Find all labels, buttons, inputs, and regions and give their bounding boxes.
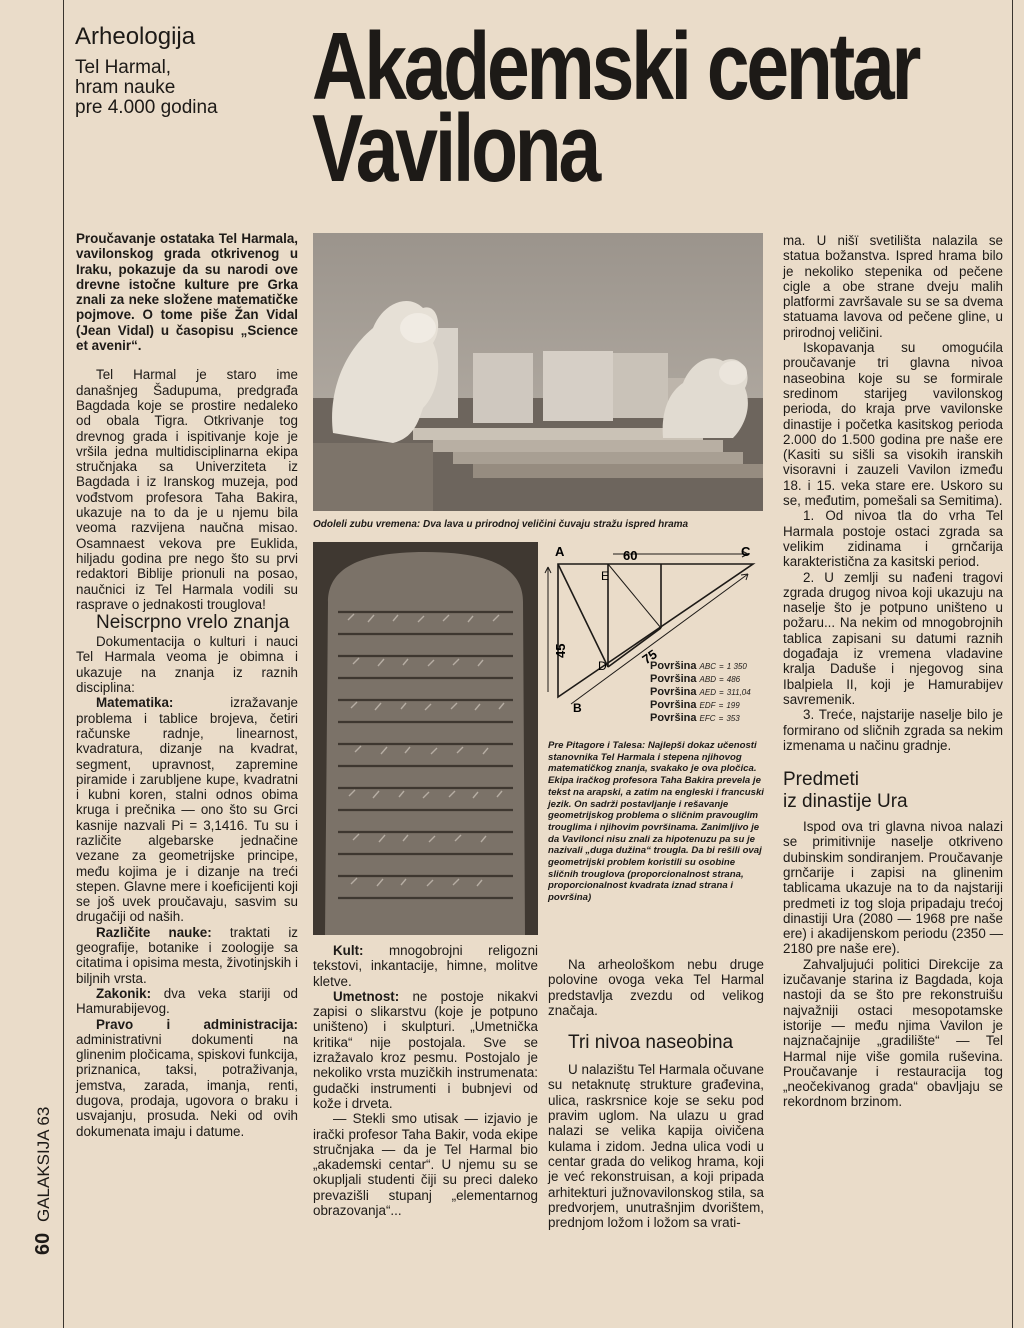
area-table xyxy=(650,660,768,725)
term-label: Pravo i administracija: xyxy=(96,1016,298,1032)
area-word: Površina xyxy=(650,660,697,672)
subheading-line: iz dinastije Ura xyxy=(783,791,908,813)
clay-tablet-photo xyxy=(313,542,538,935)
column-3 xyxy=(548,957,764,1230)
paragraph: Iskopavanja su omogućila proučavanje tri glavna nivoa naseobina koje su se formirale sredinom starijeg vavilonskog perioda, do kraja prve vavilonske dinastije i početka kasitskog perioda 2.000 do 1.500 godina pre naše ere (Kasiti su sišli sa visokih iranskih visoravni i zauzeli Vavilon između 18. i 15. veka stare ere. Uskoro su se, međutim, pomešali sa Semitima). xyxy=(783,340,1003,509)
paragraph xyxy=(76,925,298,986)
term-text: ne postoje nikakvi zapisi o slikarstvu (koje je potpuno uništeno) i skulpturi. „Umetnička kritika“ nije postojala. Sve se izražavalo kroz pesmu. Postojalo je nekoliko vrsta muzičkih instrumenata: gudački instrumenti i bubnjevi od kože i drveta. xyxy=(313,988,538,1111)
left-rule xyxy=(63,0,64,1328)
area-word: Površina xyxy=(650,699,697,711)
paragraph: 2. U zemlji su nađeni tragovi zgrada drugog nivoa koji ukazuju na naselje što je potpuno uništeno u požaru... Na nekim od mnogobrojnih tablica zapisani su datumi raznih događaja iz vremena vladavine kralja Daduše i njegovog sina Ibalpiela II, koji je Hamurabijev savremenik. xyxy=(783,569,1003,707)
lead-paragraph: Proučavanje ostataka Tel Harmala, vavilonskog grada otkrivenog u Iraku, pokazuje da su narodi ove drevne istočne kulture pre Grka znali za neke složene matematičke pojmove. O tome piše Žan Vidal (Jean Vidal) u časopisu „Science et avenir“. xyxy=(76,231,298,354)
area-row: Površina EFC = 353 xyxy=(650,712,740,724)
area-word: Površina xyxy=(650,686,697,698)
area-row: Površina ABC = 1 350 xyxy=(650,660,747,672)
vertex-a: A xyxy=(555,544,565,559)
page-number: 60 xyxy=(32,1232,54,1255)
subtitle-line: Tel Harmal, xyxy=(75,57,172,78)
paragraph: 1. Od nivoa tla do vrha Tel Harmala postoje ostaci zgrada sa velikim zidinama i grnčarija karakteristična za kasitski period. xyxy=(783,508,1003,570)
paragraph: ma. U nišï svetilišta nalazila se statua božanstva. Ispred hrama bilo je nekoliko stepenika od pečene cigle a obe strane dveju malih platformi završavale su se sa dvema statuama lavova od pečene gline, u prirodnoj veličini. xyxy=(783,233,1003,340)
paragraph: Na arheološkom nebu druge polovine ovoga veka Tel Harmal predstavlja zvezdu od velikog značaja. xyxy=(548,957,764,1018)
subheading xyxy=(783,769,1003,813)
subtitle-line: hram nauke xyxy=(75,77,176,98)
paragraph: Tel Harmal je staro ime današnjeg Šadupuma, predgrađa Bagdada koje se prostire nedaleko od obala Tigra. Otkrivanje tog drevnog grada i ispitivanje koje je vršila jedna multidisciplinarna ekipa stručnjaka sa Univerziteta iz Bagdada i iz Iranskog muzeja, pod vođstvom profesora Taha Bakira, ukazuje na to da je u njemu bila veoma razvijena naučna misao. Osamnaest vekova pre Euklida, hiljadu godina pre nego što su prvi redaktori Biblije prionuli na posao, naučnici iz Tel Harmala vodili su rasprave o jednakosti trouglova! xyxy=(76,367,298,612)
header-subtitle xyxy=(75,58,218,118)
subheading-line: Predmeti xyxy=(783,769,860,791)
paragraph xyxy=(76,695,298,924)
term-label: Matematika: xyxy=(96,695,174,711)
area-value: 1 350 xyxy=(726,662,747,671)
term-text: administrativni dokumenti na glinenim pločicama, spiskovi funkcija, priznanica, taksi, potraživanja, jemstva, zarada, imanja, renti, dugova, prodaja, ugovora o braku i usvajanju, prosuda. Neki od ovih dokumenata imaju i datume. xyxy=(76,1031,298,1139)
area-name: AED xyxy=(699,688,716,697)
area-name: EFC xyxy=(699,714,716,723)
subheading: Tri nivoa naseobina xyxy=(568,1032,734,1054)
paragraph xyxy=(313,943,538,989)
vertex-d: D xyxy=(598,659,607,673)
area-row: Površina ABD = 486 xyxy=(650,673,741,685)
term-label: Umetnost: xyxy=(333,988,400,1004)
area-row: Površina AED = 311,04 xyxy=(650,686,751,698)
paragraph: U nalazištu Tel Harmala očuvane su netaknutę strukture građevina, ulica, raskrsnice koje se seku pod pravim uglom. Na ulazu u grad nalazi se velika kapija oivičena kulama i zidom. Jedna ulica vodi u centar grada do velikog hrama, koji je već rekonstruisan, a koji pripada arhitekturi južnovavilonskog stila, sa predvorjem, unutrašnjim dvorištem, prednjom ložom i ložom sa vrati- xyxy=(548,1062,764,1231)
subheading: Neiscrpno vrelo znanja xyxy=(96,612,290,634)
page-footer-vertical xyxy=(32,1107,55,1255)
term-text: izražavanje problema i tablice brojeva, četiri računske radnje, linearnost, kvadratura, dizanje na kvadrat, segment, upravnost, zapremine piramide i zarubljene kupe, kvadratni i kubni koren, stalni odnos obima kruga i prečnika — ono što su Grci kasnije nazvali Pi = 3,1416. Tu su i različite algebarske jednačine vezane za geometrijske principe, među kojima je i dizanje na treći stepen. Glavne mere i koeficijenti koji se još uvek proučavaju, sasvim su drugačiji od naših. xyxy=(76,695,298,925)
area-value: 199 xyxy=(726,701,740,710)
diagram-caption: Pre Pitagore i Talesa: Najlepši dokaz učenosti stanovnika Tel Harmala i stepena njihovog matematičkog znanja, svakako je ova pločica. Ekipa iračkog profesora Taha Bakira prevela je tekst na arapski, a zatim na engleski i francuski jezik. On sadrži postavljanje i rešavanje geometrijskog problema o sličnim pravouglim trouglima i njihovim površinama. Zanimljivo je da Vavilonci nisu znali za hipotenuzu pa su je nazivali „duga dužina“ trougla. Da bi rešili ovaj geometrijski problem koristili su osobine sličnih trouglova (proporcionalnost strana, proporcionalnost kvadrata iznad strana i površina) xyxy=(548,740,764,904)
subtitle-line: pre 4.000 godina xyxy=(75,97,218,118)
area-name: ABC xyxy=(699,662,716,671)
length-top: 60 xyxy=(623,548,638,563)
title-line-2: Vavilona xyxy=(312,95,599,202)
magazine-issue: GALAKSIJA 63 xyxy=(34,1106,53,1223)
area-word: Površina xyxy=(650,712,697,724)
term-text: traktati iz geografije, botanike i zoologije sa citatima i opisima mesta, životinjskih i biljnih vrsta. xyxy=(76,924,298,986)
term-text: mnogobrojni religozni tekstovi, inkantacije, himne, molitve kletve. xyxy=(313,943,538,989)
area-value: 311,04 xyxy=(726,688,751,697)
area-value: 353 xyxy=(726,714,740,723)
paragraph xyxy=(76,1017,298,1139)
article-title xyxy=(312,13,919,202)
title-line-1: Akademski centar xyxy=(312,13,919,120)
term-label: Kult: xyxy=(333,943,364,958)
photo-caption: Odoleli zubu vremena: Dva lava u prirodnoj veličini čuvaju stražu ispred hrama xyxy=(313,519,689,530)
area-row: Površina EDF = 199 xyxy=(650,699,740,711)
vertex-e: E xyxy=(601,569,610,583)
lions-illustration xyxy=(313,233,763,511)
paragraph: Dokumentacija o kulturi i nauci Tel Harmala veoma je obimna i ukazuje na znanja iz raznih disciplina: xyxy=(76,634,298,696)
term-label: Različite nauke: xyxy=(96,924,212,940)
term-label: Zakonik: xyxy=(96,985,152,1001)
area-name: ABD xyxy=(699,675,716,684)
paragraph: — Stekli smo utisak — izjavio je irački profesor Taha Bakir, voda ekipe stručnjaka — da je Tel Harmal bio „akademski centar“. U njemu su se okupljali studenti čiji su preci daleko prevazišli stupanj „elementarnog obrazovanja“... xyxy=(313,1111,538,1219)
triangle-diagram xyxy=(543,542,768,742)
paragraph: Ispod ova tri glavna nivoa nalazi se primitivnije naselje otkriveno dubinskim sondiranjem. Proučavanje grnčarije i zapisi na glinenim tablicama ukazuje na to da najstariji predmeti iz tog sloja pripadaju trećoj dinastiji Ura (2080 — 1968 pre naše ere) i akadijenskom periodu (2350 — 2180 pre naše ere). xyxy=(783,819,1003,957)
length-left: 45 xyxy=(553,643,568,658)
temple-lions-photo xyxy=(313,233,763,511)
length-hypotenuse: 75 xyxy=(639,646,660,668)
paragraph: Zahvaljujući politici Direkcije za izučavanje starina iz Bagdada, koja nastoji da se što pre rekonstruišu najvažniji ostaci mesopotamske istorije — među njima Vavilon je najznačajnije „gradilište“ — Tel Harmal nije više gomila ruševina. Proučavanje i restauracija tog „neočekivanog grada“ obavljaju se rekordnom brzinom. xyxy=(783,956,1003,1110)
vertex-b: B xyxy=(573,701,582,715)
paragraph xyxy=(76,986,298,1017)
column-1 xyxy=(76,231,298,1139)
term-text: dva veka stariji od Hamurabijevog. xyxy=(76,985,298,1017)
column-2 xyxy=(313,943,538,1218)
column-4 xyxy=(783,233,1003,1110)
paragraph: 3. Treće, najstarije naselje bilo je formirano od sličnih zgrada sa nekim izmenama u načinu gradnje. xyxy=(783,707,1003,753)
paragraph xyxy=(313,989,538,1111)
section-kicker: Arheologija xyxy=(75,23,196,50)
tablet-illustration xyxy=(313,542,538,935)
area-value: 486 xyxy=(726,675,741,684)
area-word: Površina xyxy=(650,673,697,685)
area-name: EDF xyxy=(699,701,716,710)
vertex-c: C xyxy=(741,544,751,559)
right-rule xyxy=(1012,0,1013,1328)
